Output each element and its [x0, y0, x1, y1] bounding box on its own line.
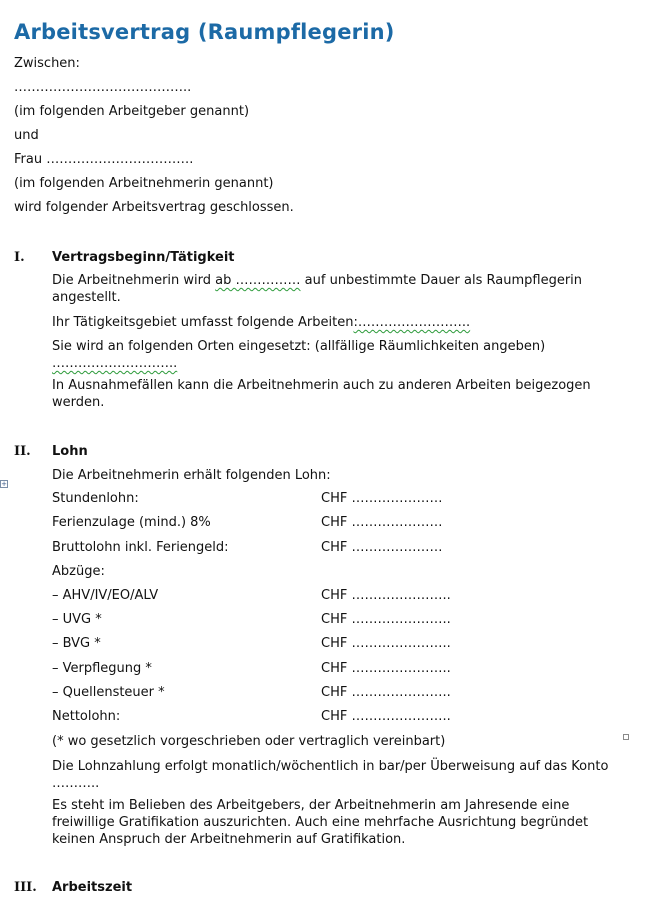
intro-employee-note: (im folgenden Arbeitnehmerin genannt) [14, 176, 274, 191]
table-resize-handle-icon[interactable] [623, 734, 629, 740]
intro-employer-blank: ………………………………….. [14, 80, 192, 95]
section-1-location-paragraph [52, 338, 612, 372]
wage-row-label: Stundenlohn: [52, 491, 139, 506]
intro-between: Zwischen: [14, 56, 80, 71]
wage-row-label: – Verpflegung * [52, 661, 152, 676]
wage-row-value: CHF ………………….. [321, 661, 451, 676]
wage-row-value: CHF ………………….. [321, 709, 451, 724]
start-text-pre: Die Arbeitnehmerin wird [52, 273, 216, 288]
wage-payment-paragraph: Die Lohnzahlung erfolgt monatlich/wöchentlich in bar/per Überweisung auf das Konto ……….. [52, 759, 609, 791]
intro-contract-closed: wird folgender Arbeitsvertrag geschlossen. [14, 200, 294, 215]
section-1-title: Vertragsbeginn/Tätigkeit [52, 250, 235, 265]
wage-row-value: CHF ………………… [321, 540, 443, 555]
wage-row-value: CHF ………………… [321, 491, 443, 506]
gratification-paragraph: Es steht im Belieben des Arbeitgebers, der Arbeitnehmerin am Jahresende eine freiwillige Gratifikation auszurichten. Auch eine mehrfache Ausrichtung begründet keinen Anspruch der Arbeitnehmerin auf Gratifikation. [52, 798, 589, 847]
section-1-start-paragraph [52, 272, 612, 306]
wage-row-label: – BVG * [52, 636, 101, 651]
wage-row-value: CHF ………………….. [321, 612, 451, 627]
section-1-area-paragraph [52, 314, 612, 331]
intro-employee-blank: Frau ……………………………. [14, 152, 194, 167]
wage-row-label: Ferienzulage (mind.) 8% [52, 515, 211, 530]
wage-row-value: CHF ………………….. [321, 636, 451, 651]
document-title: Arbeitsvertrag (Raumpflegerin) [14, 20, 395, 44]
wage-row-value: CHF ………………….. [321, 685, 451, 700]
wage-footnote: (* wo gesetzlich vorgeschrieben oder vertraglich vereinbart) [52, 734, 446, 749]
wage-row-value: CHF ………………… [321, 515, 443, 530]
wage-row-label: Bruttolohn inkl. Feriengeld: [52, 540, 229, 555]
wage-row-label: Abzüge: [52, 564, 105, 579]
section-3-number: III. [14, 880, 37, 895]
wage-row-label: Nettolohn: [52, 709, 121, 724]
intro-employer-note: (im folgenden Arbeitgeber genannt) [14, 104, 250, 119]
section-3-title: Arbeitszeit [52, 880, 133, 895]
intro-and: und [14, 128, 39, 143]
start-text-post: auf unbestimmte Dauer als Raumpflegerin angestellt. [52, 273, 583, 305]
wage-intro: Die Arbeitnehmerin erhält folgenden Lohn: [52, 468, 331, 483]
wage-row-value: CHF ………………….. [321, 588, 451, 603]
section-2-title: Lohn [52, 444, 88, 459]
start-date-blank: ab …………… [215, 273, 301, 288]
table-move-handle-icon[interactable]: + [1, 480, 7, 488]
area-text: Ihr Tätigkeitsgebiet umfasst folgende Arbeiten [52, 315, 354, 330]
section-2-number: II. [14, 444, 31, 459]
section-1-exception-paragraph: In Ausnahmefällen kann die Arbeitnehmerin auch zu anderen Arbeiten beigezogen werden. [52, 378, 591, 410]
wage-row-label: – UVG * [52, 612, 102, 627]
wage-row-label: – AHV/IV/EO/ALV [52, 588, 159, 603]
section-1-number: I. [14, 250, 25, 265]
location-blank: ……………………….. [52, 356, 178, 371]
location-text: Sie wird an folgenden Orten eingesetzt: (allfällige Räumlichkeiten angeben) [52, 339, 546, 354]
area-blank: :…………………….. [353, 315, 471, 330]
wage-row-label: – Quellensteuer * [52, 685, 165, 700]
